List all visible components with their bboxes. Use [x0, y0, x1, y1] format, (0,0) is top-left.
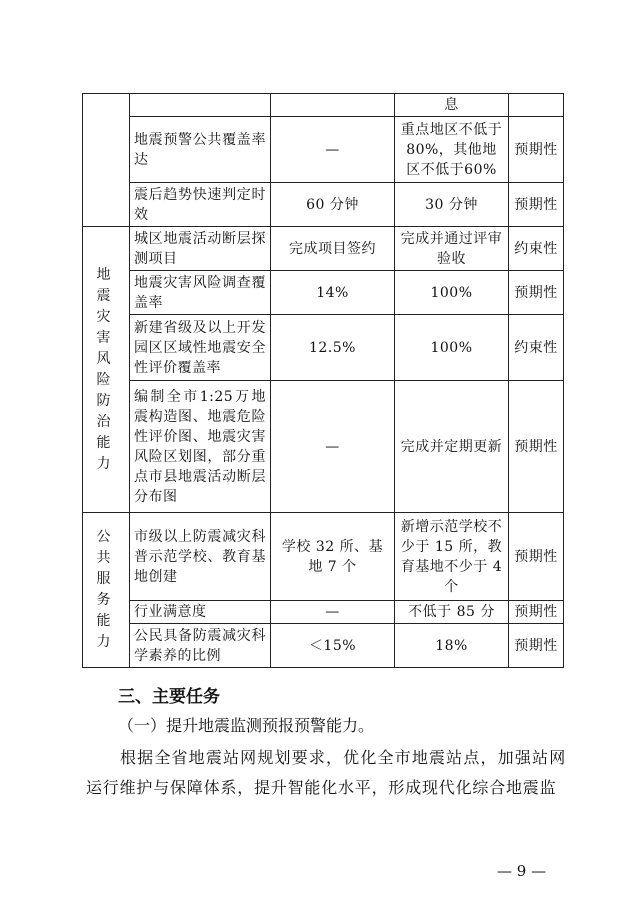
base-cell: 14%: [271, 271, 395, 315]
target-cell: 重点地区不低于80%，其他地区不低于60%: [395, 117, 509, 183]
group-char: 灾: [96, 308, 116, 325]
attr-cell: 预期性: [509, 381, 564, 513]
table-row: [83, 94, 564, 117]
group-char: 能: [96, 434, 116, 451]
body-paragraph: 根据全省地震站网规划要求，优化全市地震站点，加强站网运行维护与保障体系，提升智能化水平，形成现代化综合地震监: [86, 748, 566, 797]
base-cell: —: [271, 117, 395, 183]
group-monitoring-cont: [83, 94, 130, 227]
base-cell: 12.5%: [271, 315, 395, 381]
attr-cell: 预期性: [509, 183, 564, 227]
attr-cell: 约束性: [509, 315, 564, 381]
group-char: 震: [96, 287, 116, 304]
target-cell: 完成并通过评审验收: [395, 227, 509, 271]
indicator-cell: 地震预警公共覆盖率达: [130, 117, 271, 183]
group-char: 防: [96, 392, 116, 409]
table-row: [83, 513, 564, 601]
target-cell: 新增示范学校不少于 15 所，教育基地不少于 4 个: [395, 513, 509, 601]
group-public-service: [83, 513, 130, 668]
group-char: 力: [96, 455, 116, 472]
attr-cell: 预期性: [509, 117, 564, 183]
attr-cell: 约束性: [509, 227, 564, 271]
group-char: 险: [96, 371, 116, 388]
target-cell: 息: [395, 94, 509, 117]
base-cell: —: [271, 601, 395, 624]
group-char: 地: [96, 266, 116, 283]
indicator-cell: 城区地震活动断层探测项目: [130, 227, 271, 271]
table-row: [83, 624, 564, 668]
group-char: 力: [96, 634, 116, 650]
attr-cell: 预期性: [509, 624, 564, 668]
group-char: 公: [96, 529, 116, 545]
target-cell: 18%: [395, 624, 509, 668]
indicator-cell: 编制全市1:25万地震构造图、地震危险性评价图、地震灾害风险区划图，部分重点市县地震活动断层分布图: [130, 381, 271, 513]
base-cell: 60 分钟: [271, 183, 395, 227]
indicator-cell: 地震灾害风险调查覆盖率: [130, 271, 271, 315]
table-row: [83, 381, 564, 513]
page-number: — 9 —: [497, 862, 547, 880]
table-row: [83, 271, 564, 315]
base-cell: ＜15%: [271, 624, 395, 668]
attr-cell: 预期性: [509, 271, 564, 315]
group-char: 服: [96, 571, 116, 587]
base-cell: [271, 94, 395, 117]
attr-cell: 预期性: [509, 513, 564, 601]
table-row: [83, 117, 564, 183]
base-cell: 完成项目签约: [271, 227, 395, 271]
indicator-cell: 公民具备防震减灾科学素养的比例: [130, 624, 271, 668]
target-cell: 100%: [395, 315, 509, 381]
group-char: 治: [96, 413, 116, 430]
indicator-cell: 新建省级及以上开发园区区域性地震安全性评价覆盖率: [130, 315, 271, 381]
target-cell: 完成并定期更新: [395, 381, 509, 513]
group-char: 害: [96, 329, 116, 346]
group-char: 能: [96, 613, 116, 629]
indicator-cell: [130, 94, 271, 117]
table-row: [83, 227, 564, 271]
table-row: [83, 601, 564, 624]
attr-cell: 预期性: [509, 601, 564, 624]
base-cell: 学校 32 所、基地 7 个: [271, 513, 395, 601]
target-cell: 30 分钟: [395, 183, 509, 227]
table-row: [83, 315, 564, 381]
table-row: [83, 183, 564, 227]
group-risk-prevention: [83, 227, 130, 513]
group-char: 风: [96, 350, 116, 367]
target-cell: 100%: [395, 271, 509, 315]
target-cell: 不低于 85 分: [395, 601, 509, 624]
indicator-cell: 震后趋势快速判定时效: [130, 183, 271, 227]
subsection-heading: （一）提升地震监测预报预警能力。: [118, 716, 375, 735]
attr-cell: [509, 94, 564, 117]
group-char: 务: [96, 592, 116, 608]
indicator-table: [82, 93, 564, 668]
indicator-cell: 行业满意度: [130, 601, 271, 624]
indicator-cell: 市级以上防震减灾科普示范学校、教育基地创建: [130, 513, 271, 601]
group-char: 共: [96, 550, 116, 566]
section-heading: 三、主要任务: [118, 687, 220, 707]
base-cell: —: [271, 381, 395, 513]
